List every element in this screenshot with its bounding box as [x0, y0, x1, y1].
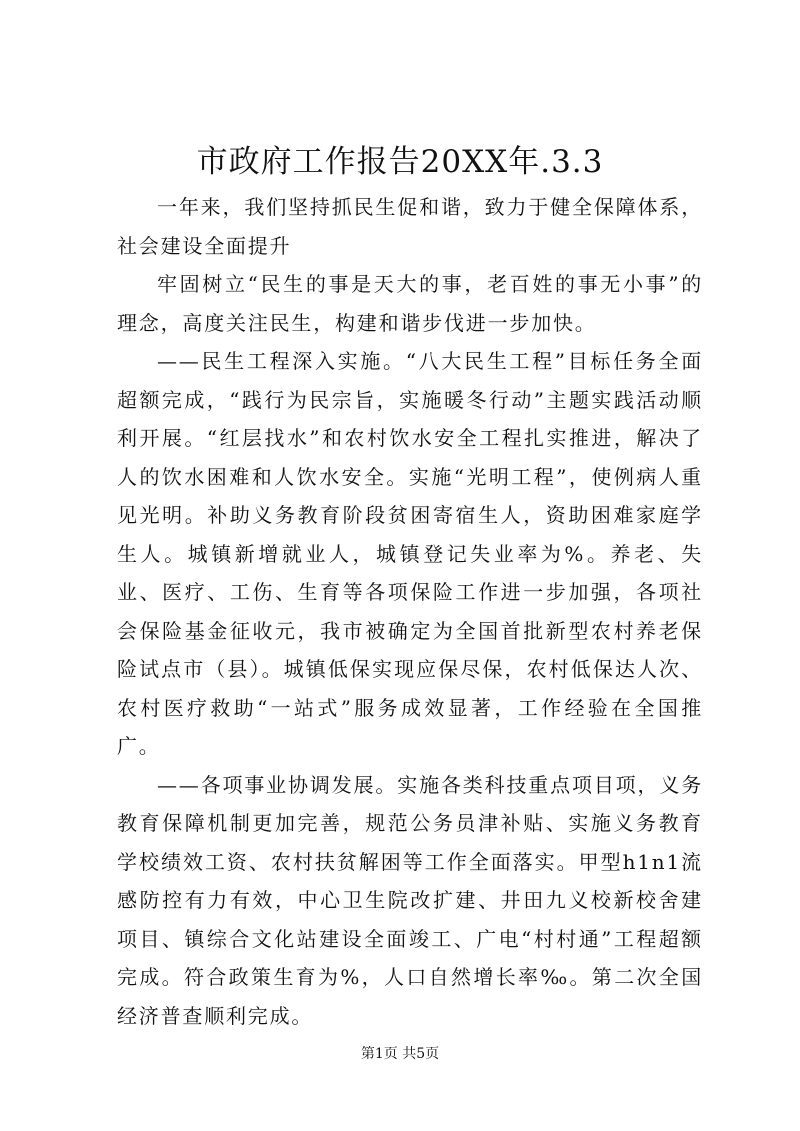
document-title: 市政府工作报告20XX年.3.3 — [196, 144, 604, 180]
paragraph-livelihood-concept: 牢固树立“民生的事是天大的事，老百姓的事无小事”的理念，高度关注民生，构建和谐步伐进一步加快。 — [117, 272, 703, 335]
document-body — [117, 188, 703, 1035]
paragraph-intro: 一年来，我们坚持抓民生促和谐，致力于健全保障体系，社会建设全面提升 — [117, 195, 703, 258]
page-footer: 第1页 共5页 — [360, 1046, 440, 1062]
paragraph-coordinated-development: ——各项事业协调发展。实施各类科技重点项目项，义务教育保障机制更加完善，规范公务员津补贴、实施义务教育学校绩效工资、农村扶贫解困等工作全面落实。甲型h1n1流感防控有力有效，中心卫生院改扩建、井田九义校新校舍建项目、镇综合文化站建设全面竣工、广电“村村通”工程超额完成。符合政策生育为%，人口自然增长率‰。第二次全国经济普查顺利完成。 — [117, 772, 703, 1028]
paragraph-livelihood-projects: ——民生工程深入实施。“八大民生工程”目标任务全面超额完成，“践行为民宗旨，实施暖冬行动”主题实践活动顺利开展。“红层找水”和农村饮水安全工程扎实推进，解决了人的饮水困难和人饮水安全。实施“光明工程”，使例病人重见光明。补助义务教育阶段贫困寄宿生人，资助困难家庭学生人。城镇新增就业人，城镇登记失业率为%。养老、失业、医疗、工伤、生育等各项保险工作进一步加强，各项社会保险基金征收元，我市被确定为全国首批新型农村养老保险试点市（县）。城镇低保实现应保尽保，农村低保达人次、农村医疗救助“一站式”服务成效显著，工作经验在全国推广。 — [117, 349, 703, 758]
